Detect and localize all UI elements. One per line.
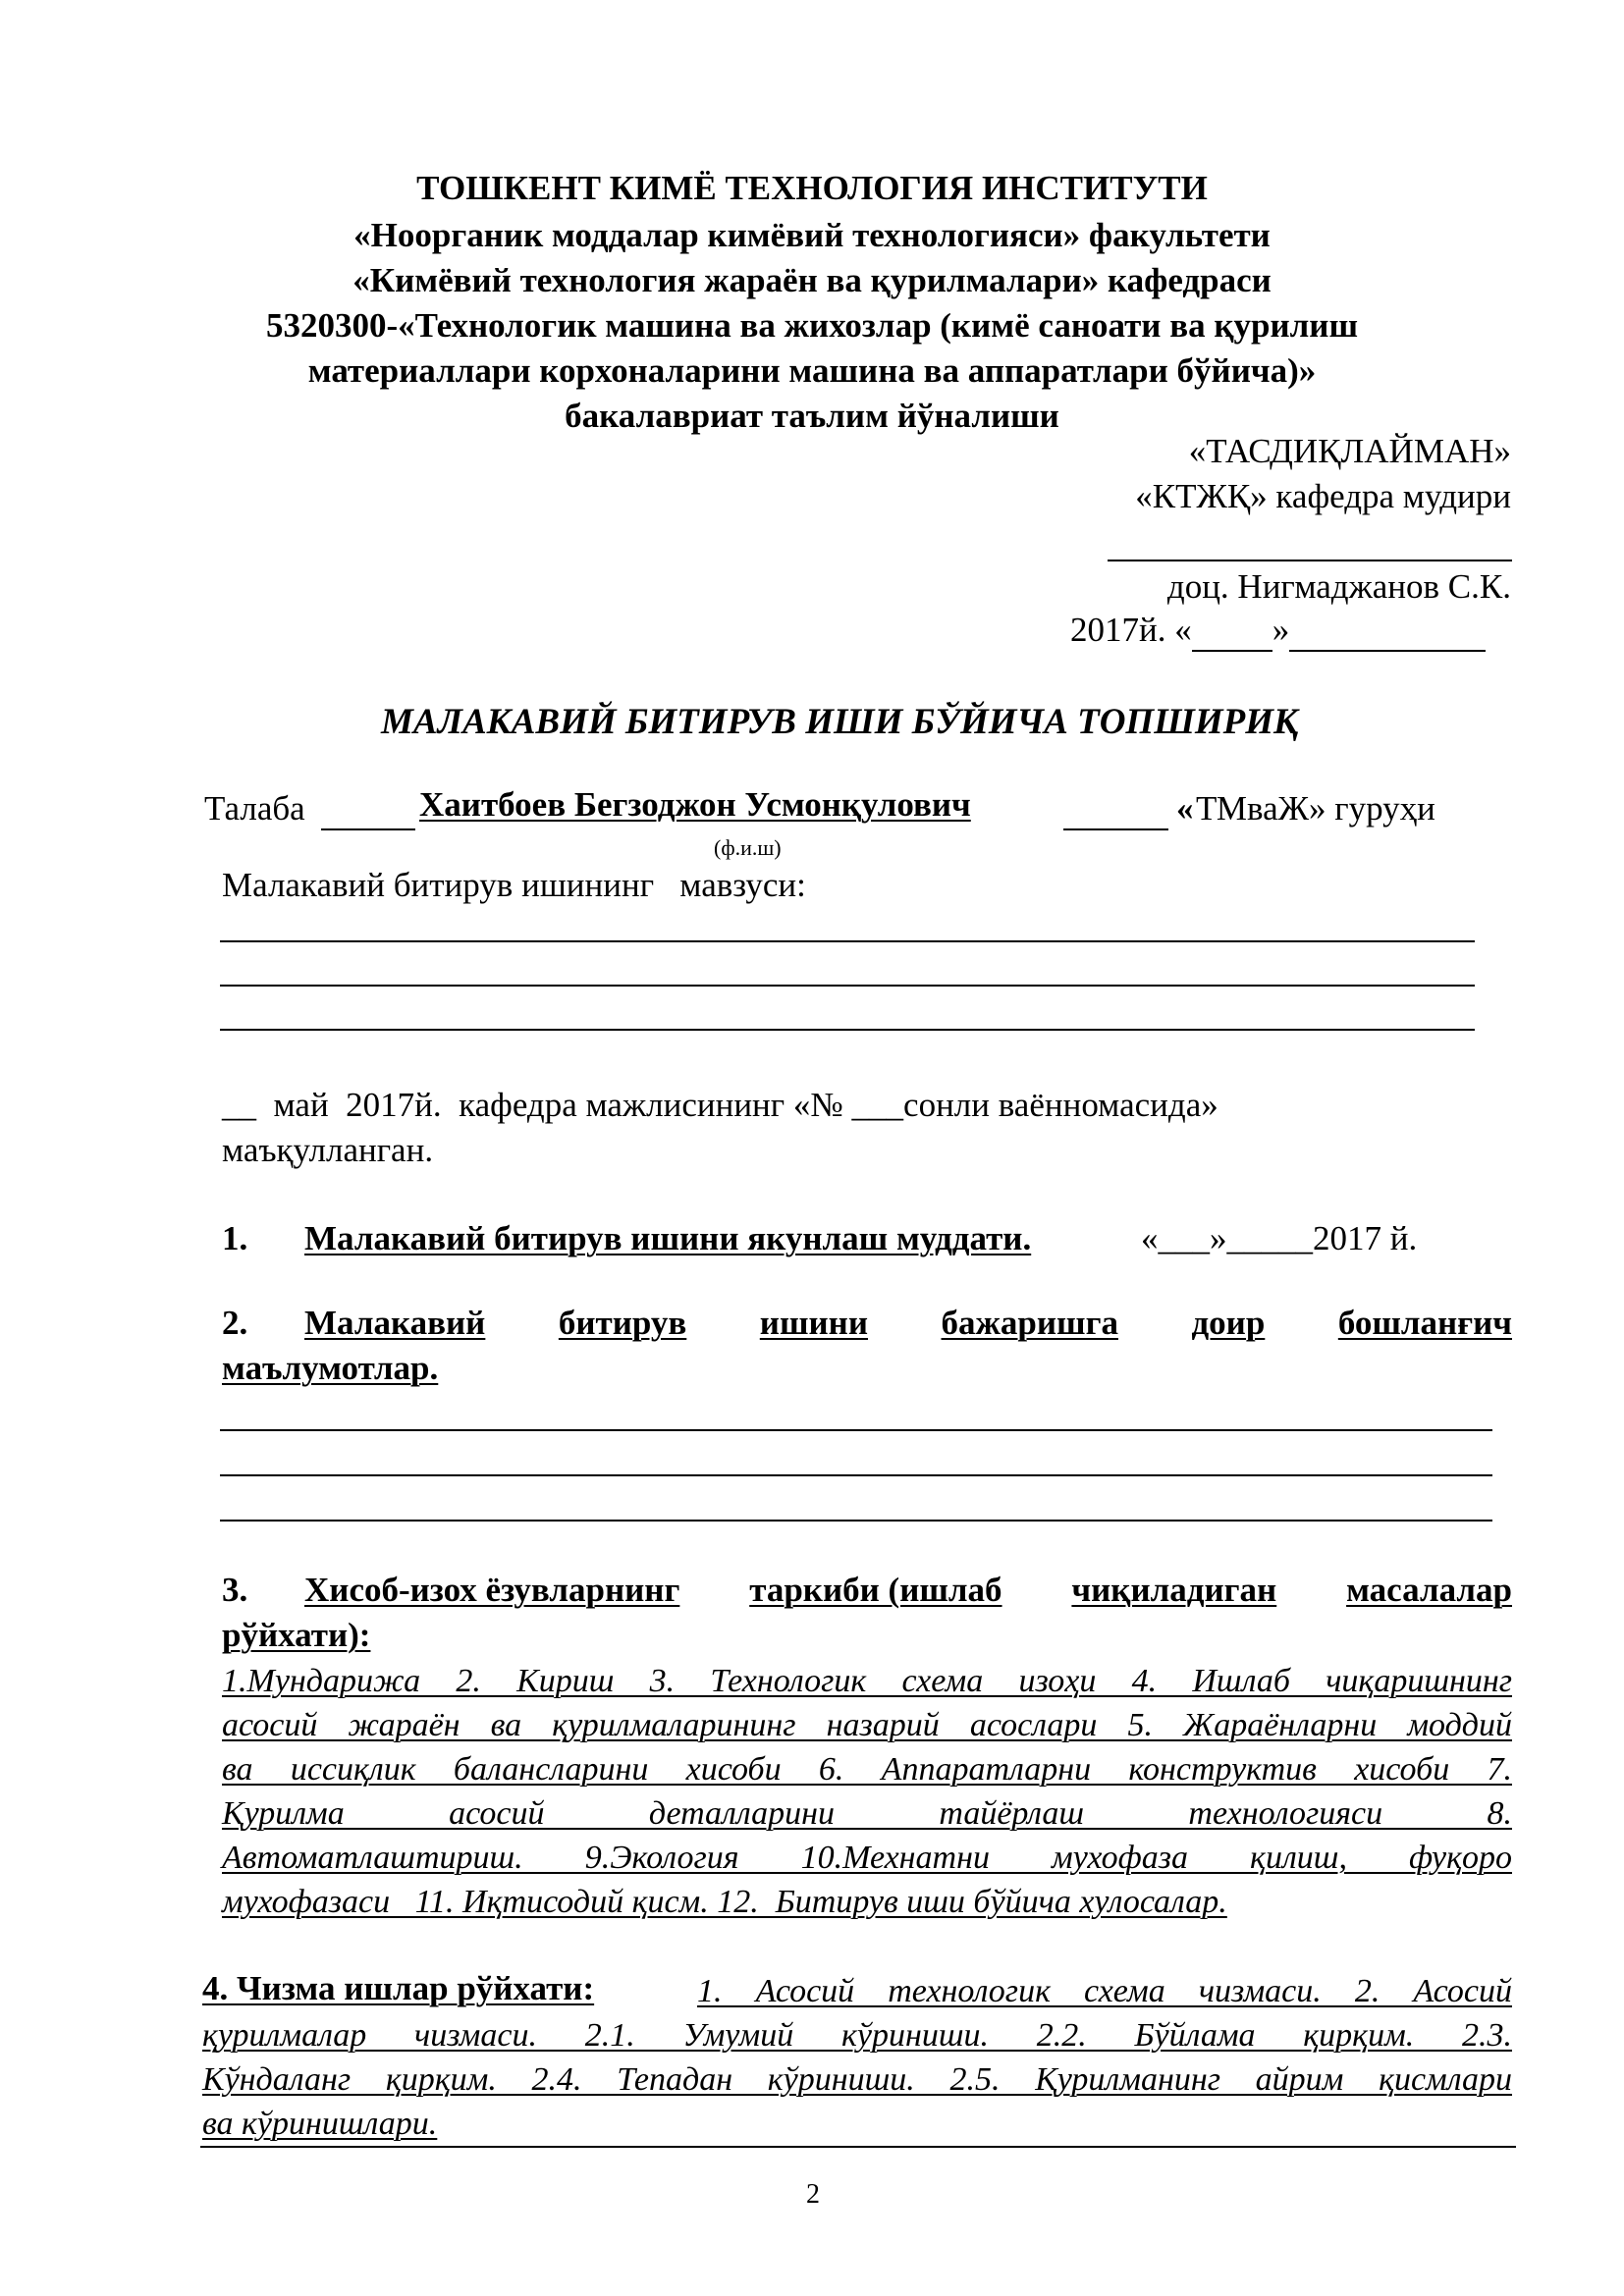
student-label: Талаба [204, 789, 305, 828]
program-line-2: материаллари корхоналарини машина ва аппаратлари бўйича)» [307, 351, 1317, 390]
section-2-title-line-2: маълумотлар. [222, 1349, 439, 1387]
section-4-bottom-rule [200, 2146, 1516, 2148]
section-3-content-line: асосий жараён ва қурилмаларининг назарий асослари 5. Жараёнларни моддий [222, 1707, 1512, 1743]
section-4-content-line: ва кўринишлари. [202, 2106, 438, 2142]
approval-name: доц. Нигмаджанов С.К. [1166, 567, 1511, 606]
section-4-title: 4. Чизма ишлар рўйхати: [202, 1969, 595, 2007]
student-name: Хаитбоев Бегзоджон Усмонқулович [419, 785, 971, 824]
section-2-word: доир [1191, 1304, 1266, 1342]
section-3-title-part: таркиби (ишлаб [749, 1571, 1002, 1609]
section-2-word: битирув [558, 1304, 687, 1342]
approval-date [1070, 611, 1486, 652]
institute-title: ТОШКЕНТ КИМЁ ТЕХНОЛОГИЯ ИНСТИТУТИ [416, 169, 1208, 207]
section-2-line-1 [220, 1429, 1492, 1431]
signature-line [1108, 560, 1512, 561]
student-caption: (ф.и.ш) [714, 835, 782, 860]
section-3-title-part: чиқиладиган [1071, 1571, 1277, 1609]
section-4-content-line: Кўндаланг қирқим. 2.4. Тепадан кўриниши. 2.5. Қурилманинг айрим қисмлари [202, 2061, 1512, 2098]
section-3-title-part: Хисоб-изох ёзувларнинг [304, 1571, 680, 1609]
faculty-title: «Ноорганик моддалар кимёвий технологияси» факультети [353, 216, 1271, 254]
page-number: 2 [806, 2179, 820, 2210]
section-2-line-3 [220, 1520, 1492, 1522]
approval-date-prefix: 2017й. « [1070, 611, 1192, 649]
section-2-word: Малакавий [304, 1304, 486, 1342]
meeting-line-2: маъқулланган. [222, 1131, 434, 1169]
section-3-title-part: масалалар [1346, 1571, 1512, 1609]
group-label: ТМваЖ» гуруҳи [1196, 789, 1435, 828]
topic-line-3 [220, 1029, 1475, 1031]
topic-line-1 [220, 940, 1475, 942]
section-3-number: 3. [222, 1571, 248, 1609]
topic-label: Малакавий битирув ишининг мавзуси: [222, 866, 806, 904]
section-2-number: 2. [222, 1304, 248, 1342]
section-3-content-line: Қурилма асосий деталларини тайёрлаш технологияси 8. [222, 1795, 1512, 1832]
section-4-content-first-line: 1. Асосий технологик схема чизмаси. 2. Асосий [697, 1973, 1512, 2009]
section-1-date: «___»_____2017 й. [1141, 1219, 1418, 1257]
topic-line-2 [220, 985, 1475, 987]
section-1-number: 1. [222, 1219, 248, 1257]
section-4-content-line: қурилмалар чизмаси. 2.1. Умумий кўриниши. 2.2. Бўйлама қирқим. 2.3. [202, 2017, 1512, 2054]
section-3-content-line: 1.Мундарижа 2. Кириш 3. Технологик схема изоҳи 4. Ишлаб чиқаришнинг [222, 1663, 1512, 1699]
approval-day-blank [1192, 611, 1272, 652]
section-2-word: бажаришга [941, 1304, 1118, 1342]
department-title: «Кимёвий технология жараён ва қурилмалари» кафедраси [352, 261, 1272, 299]
section-2-word: ишини [759, 1304, 869, 1342]
approval-role: «КТЖҚ» кафедра мудири [1135, 477, 1511, 515]
meeting-line-1: __ май 2017й. кафедра мажлисининг «№ ___сонли ваённомасида» [222, 1086, 1218, 1124]
section-3-title-line-1 [304, 1571, 1512, 1610]
section-1-title: Малакавий битирув ишини якунлаш муддати. [304, 1219, 1032, 1257]
document-title: МАЛАКАВИЙ БИТИРУВ ИШИ БЎЙИЧА ТОПШИРИҚ [381, 702, 1299, 742]
section-2-word: бошланғич [1337, 1304, 1512, 1342]
section-3-content-line: мухофазаси 11. Иқтисодий қисм. 12. Битирув иши бўйича хулосалар. [222, 1884, 1227, 1920]
section-2-title-line-1 [304, 1304, 1512, 1343]
student-name-underline-left [321, 828, 415, 830]
section-3-content-line: Автоматлаштириш. 9.Экология 10.Мехнатни мухофаза қилиш, фуқоро [222, 1840, 1512, 1876]
program-line-3: бакалавриат таълим йўналиши [565, 397, 1059, 435]
approval-date-mid: » [1272, 611, 1290, 649]
section-3-content-line: ва иссиқлик балансларини хисоби 6. Аппаратларни конструктив хисоби 7. [222, 1751, 1512, 1788]
approval-title: «ТАСДИҚЛАЙМАН» [1188, 432, 1511, 470]
student-name-underline-right [1063, 828, 1168, 830]
section-3-title-line-2: рўйхати): [222, 1616, 371, 1654]
group-open-quote: « [1176, 789, 1194, 828]
section-2-line-2 [220, 1474, 1492, 1476]
program-line-1: 5320300-«Технологик машина ва жихозлар (кимё саноати ва қурилиш [265, 306, 1359, 345]
approval-month-blank [1289, 611, 1486, 652]
